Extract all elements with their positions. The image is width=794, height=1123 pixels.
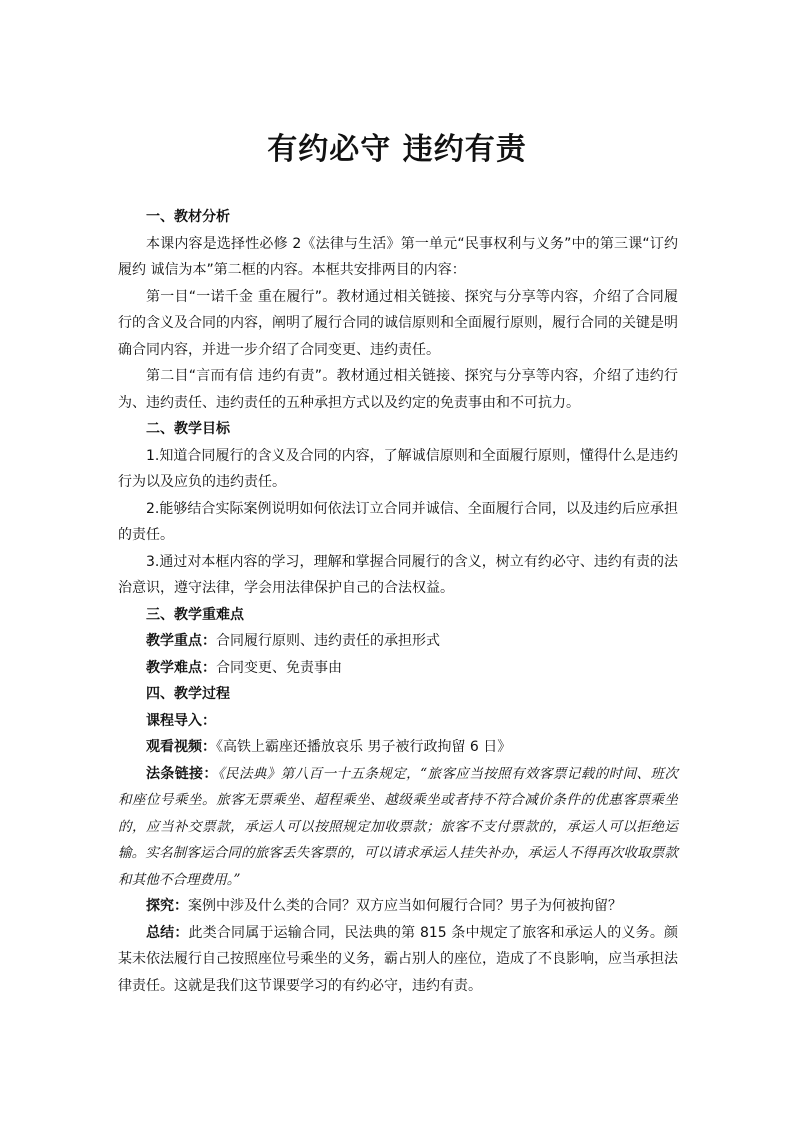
difficulty-label: 教学难点： (146, 659, 216, 676)
law-label: 法条链接： (146, 765, 218, 782)
key-point-text: 合同履行原则、违约责任的承担形式 (216, 633, 440, 649)
video-label: 观看视频： (146, 739, 216, 755)
explore-text: 案例中涉及什么类的合同？双方应当如何履行合同？男子为何被拘留？ (188, 898, 622, 914)
section-heading-key-points: 三、教学重难点 (146, 606, 244, 623)
intro-line (118, 708, 678, 735)
video-line (118, 734, 678, 761)
difficulty-text: 合同变更、免责事由 (216, 659, 342, 676)
law-text: 《民法典》第八百一十五条规定，“旅客应当按照有效客票记载的时间、班次和座位号乘坐。旅客无票乘坐、超程乘坐、越级乘坐或者持不符合减价条件的优惠客票乘坐的，应当补交票款，承运人可以按照规定加收票款；旅客不支付票款的，承运人可以拒绝运输。实名制客运合同的旅客丢失客票的，可以请求承运人挂失补办，承运人不得再次收取票款和其他不合理费用。” (118, 765, 678, 888)
key-point-line (118, 628, 678, 655)
paragraph-course-content: 本课内容是选择性必修 2《法律与生活》第一单元“民事权利与义务”中的第三课“订约履约 诚信为本”第二框的内容。本框共安排两目的内容： (118, 235, 678, 278)
section-heading-goals: 二、教学目标 (146, 421, 230, 437)
intro-label: 课程导入： (146, 712, 216, 729)
section-heading-analysis: 一、教材分析 (146, 209, 230, 225)
law-paragraph (118, 761, 678, 894)
paragraph-first-topic: 第一目“一诺千金 重在履行”。教材通过相关链接、探究与分享等内容，介绍了合同履行的含义及合同的内容，阐明了履行合同的诚信原则和全面履行原则，履行合同的关键是明确合同内容，并进一步介绍了合同变更、违约责任。 (118, 288, 678, 358)
summary-label: 总结： (146, 924, 189, 941)
goal-item-1: 1.知道合同履行的含义及合同的内容，了解诚信原则和全面履行原则，懂得什么是违约行为以及应负的违约责任。 (118, 447, 678, 490)
paragraph-second-topic: 第二目“言而有信 违约有责”。教材通过相关链接、探究与分享等内容，介绍了违约行为、违约责任、违约责任的五种承担方式以及约定的免责事由和不可抗力。 (118, 368, 678, 411)
key-point-label: 教学重点： (146, 633, 216, 649)
summary-paragraph (118, 920, 678, 1000)
goal-item-3: 3.通过对本框内容的学习，理解和掌握合同履行的含义，树立有约必守、违约有责的法治意识，遵守法律，学会用法律保护自己的合法权益。 (118, 553, 678, 596)
summary-text: 此类合同属于运输合同，民法典的第 815 条中规定了旅客和承运人的义务。颜某未依法履行自己按照座位号乘坐的义务，霸占别人的座位，造成了不良影响，应当承担法律责任。这就是我们这节课要学习的有约必守，违约有责。 (118, 924, 678, 994)
difficulty-line (118, 655, 678, 682)
section-heading-process: 四、教学过程 (146, 686, 230, 702)
explore-line (118, 893, 678, 920)
video-title: 《高铁上霸座还播放哀乐 男子被行政拘留 6 日》 (216, 739, 512, 755)
document-body (118, 204, 678, 999)
explore-label: 探究： (146, 898, 188, 914)
goal-item-2: 2.能够结合实际案例说明如何依法订立合同并诚信、全面履行合同，以及违约后应承担的责任。 (118, 500, 678, 543)
page-title: 有约必守 违约有责 (267, 132, 527, 167)
